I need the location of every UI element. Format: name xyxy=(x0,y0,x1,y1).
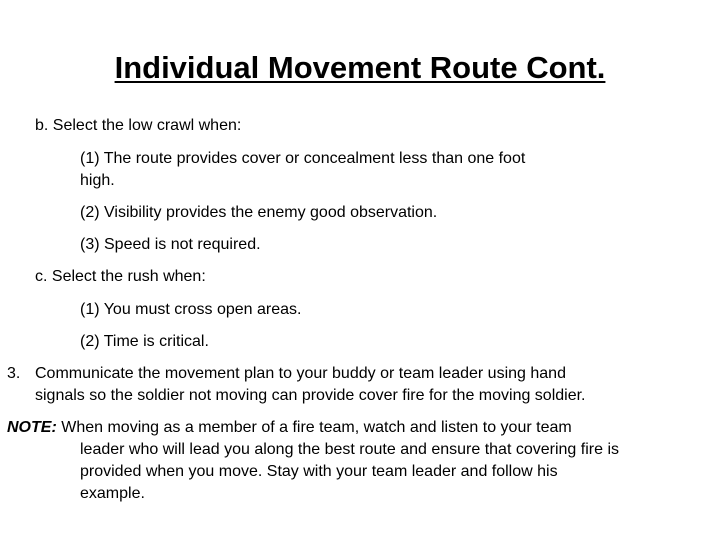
step-3-line1: Communicate the movement plan to your buddy or team leader using hand xyxy=(35,365,566,382)
item-b2: (2) Visibility provides the enemy good observation. xyxy=(80,204,438,221)
note-label: NOTE: xyxy=(7,419,57,436)
item-b3: (3) Speed is not required. xyxy=(80,236,261,253)
step-3-number: 3. xyxy=(7,365,21,382)
note-text-line1: When moving as a member of a fire team, watch and listen to your team xyxy=(61,419,572,436)
item-c1: (1) You must cross open areas. xyxy=(80,301,302,318)
item-b1-line1: (1) The route provides cover or concealment less than one foot xyxy=(80,150,526,167)
item-c2: (2) Time is critical. xyxy=(80,333,209,350)
note-line4: example. xyxy=(80,485,145,502)
note-line1 xyxy=(7,417,572,439)
page-title: Individual Movement Route Cont. xyxy=(114,50,606,85)
step-3-line2: signals so the soldier not moving can provide cover fire for the moving soldier. xyxy=(35,387,586,404)
item-c-heading: c. Select the rush when: xyxy=(35,268,206,285)
item-b1-line2: high. xyxy=(80,172,115,189)
note-line3: provided when you move. Stay with your team leader and follow his xyxy=(80,463,558,480)
item-b-heading: b. Select the low crawl when: xyxy=(35,117,242,134)
note-line2: leader who will lead you along the best route and ensure that covering fire is xyxy=(80,441,619,458)
